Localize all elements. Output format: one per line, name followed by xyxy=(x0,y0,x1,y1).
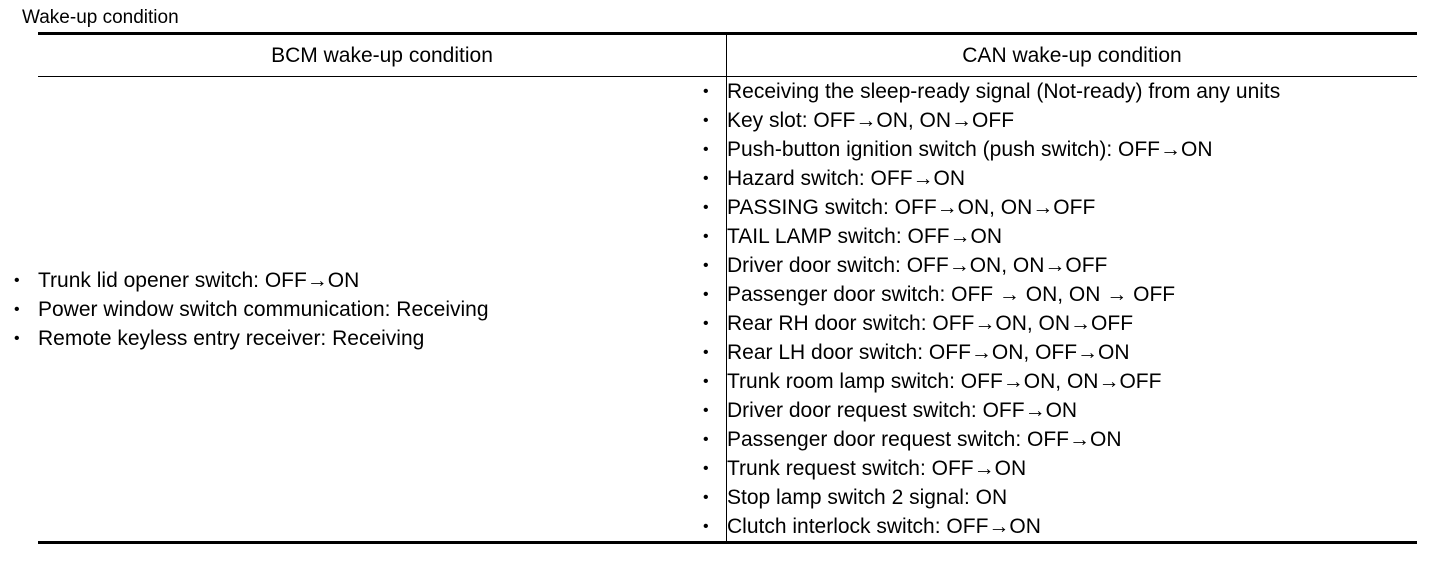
list-item: • Power window switch communication: Receiving xyxy=(38,295,726,324)
list-item: • Driver door switch: OFF→ON, ON→OFF xyxy=(727,251,1417,280)
header-can-wake-up-condition: CAN wake-up condition xyxy=(727,34,1418,77)
header-bcm-wake-up-condition: BCM wake-up condition xyxy=(38,34,727,77)
bcm-conditions-list xyxy=(38,266,726,353)
can-conditions-cell xyxy=(727,77,1418,543)
list-item: • Stop lamp switch 2 signal: ON xyxy=(727,483,1417,512)
can-conditions-list xyxy=(727,77,1417,541)
list-item: • Passenger door switch: OFF → ON, ON → OFF xyxy=(727,280,1417,309)
list-item: • Passenger door request switch: OFF→ON xyxy=(727,425,1417,454)
list-item: • Receiving the sleep-ready signal (Not-ready) from any units xyxy=(727,77,1417,106)
list-item: • Trunk request switch: OFF→ON xyxy=(727,454,1417,483)
list-item: • Remote keyless entry receiver: Receiving xyxy=(38,324,726,353)
list-item: • Rear LH door switch: OFF→ON, OFF→ON xyxy=(727,338,1417,367)
list-item: • Key slot: OFF→ON, ON→OFF xyxy=(727,106,1417,135)
table-row xyxy=(38,77,1417,543)
table-header-row xyxy=(38,34,1417,77)
list-item: • Clutch interlock switch: OFF→ON xyxy=(727,512,1417,541)
list-item: • TAIL LAMP switch: OFF→ON xyxy=(727,222,1417,251)
list-item: • Hazard switch: OFF→ON xyxy=(727,164,1417,193)
list-item: • Trunk lid opener switch: OFF→ON xyxy=(38,266,726,295)
list-item: • Rear RH door switch: OFF→ON, ON→OFF xyxy=(727,309,1417,338)
wake-up-condition-table xyxy=(38,32,1417,544)
list-item: • Trunk room lamp switch: OFF→ON, ON→OFF xyxy=(727,367,1417,396)
list-item: • Driver door request switch: OFF→ON xyxy=(727,396,1417,425)
table-caption: Wake-up condition xyxy=(22,7,179,28)
list-item: • PASSING switch: OFF→ON, ON→OFF xyxy=(727,193,1417,222)
list-item: • Push-button ignition switch (push switch): OFF→ON xyxy=(727,135,1417,164)
bcm-conditions-cell xyxy=(38,77,727,543)
